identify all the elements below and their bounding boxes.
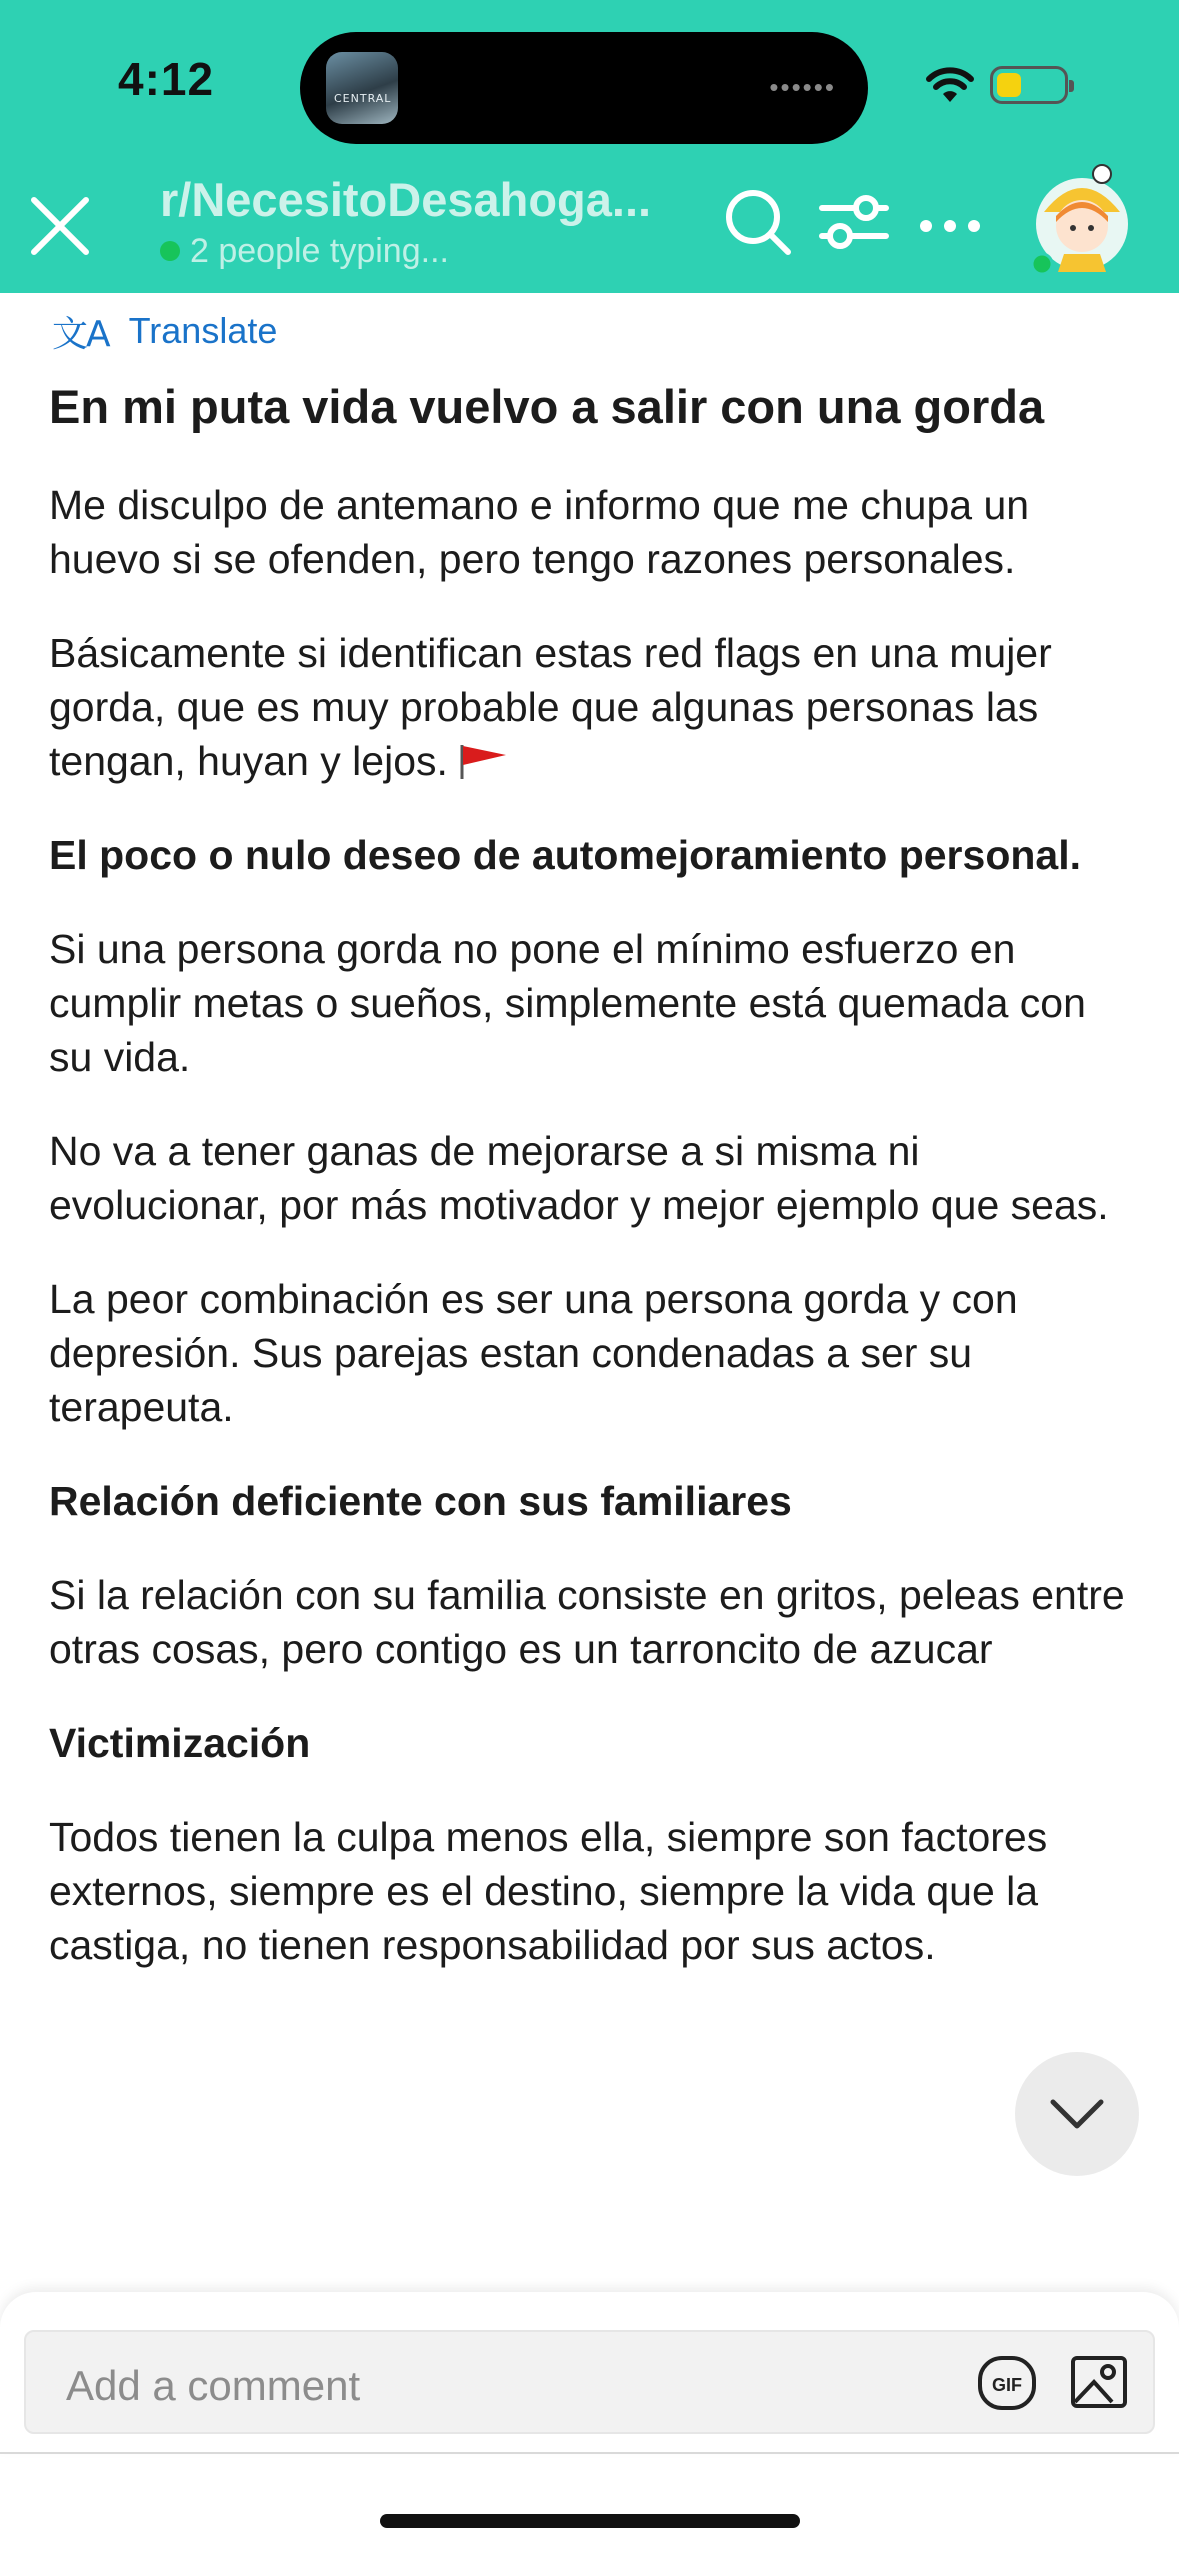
scroll-down-button[interactable] [1015, 2052, 1139, 2176]
typing-status-text: 2 people typing... [190, 232, 449, 270]
post-paragraph: Si una persona gorda no pone el mínimo esfuerzo en cumplir metas o sueños, simplemente está quemada con su vida. [49, 926, 1086, 1080]
comment-bar [0, 2292, 1179, 2452]
translate-label: Translate [128, 310, 278, 351]
post-paragraph: Me disculpo de antemano e informo que me chupa un huevo si se ofenden, pero tengo razones personales. [49, 482, 1030, 582]
battery-icon [990, 66, 1068, 104]
gif-icon[interactable] [976, 2352, 1038, 2414]
island-thumb-text: CENTRAL [334, 92, 392, 105]
post-paragraph-text: Básicamente si identifican estas red flags en una mujer gorda, que es muy probable que algunas personas las tengan, huyan y lejos. [49, 630, 1052, 784]
typing-status [160, 232, 449, 271]
post-paragraph: Todos tienen la culpa menos ella, siempre son factores externos, siempre es el destino, siempre la vida que la castiga, no tienen responsabilidad por sus actos. [49, 1814, 1048, 1968]
translate-button[interactable] [52, 306, 277, 356]
post-paragraph: La peor combinación es ser una persona gorda y con depresión. Sus parejas estan condenadas a ser su terapeuta. [49, 1276, 1018, 1430]
image-upload-icon[interactable] [1068, 2350, 1130, 2412]
audio-waveform-icon: •••••• [769, 72, 836, 102]
post-body [49, 378, 1139, 2012]
translate-icon: 文A [52, 313, 109, 355]
comment-input[interactable] [24, 2330, 1155, 2434]
chevron-down-icon [1047, 2094, 1107, 2134]
online-dot-icon [160, 241, 180, 261]
post-title: En mi puta vida vuelvo a salir con una gorda [49, 380, 1045, 433]
search-icon[interactable] [722, 186, 794, 258]
comment-placeholder: Add a comment [66, 2362, 361, 2409]
user-avatar[interactable] [1030, 160, 1134, 278]
post-paragraph: No va a tener ganas de mejorarse a si misma ni evolucionar, por más motivador y mejor ejemplo que seas. [49, 1128, 1109, 1228]
section-heading: Relación deficiente con sus familiares [49, 1478, 792, 1524]
status-time: 4:12 [118, 53, 215, 105]
close-icon[interactable] [24, 190, 96, 262]
dynamic-island[interactable] [300, 32, 868, 144]
home-indicator[interactable] [380, 2514, 800, 2528]
subreddit-name[interactable]: r/NecesitoDesahoga... [160, 173, 652, 226]
more-icon[interactable] [914, 186, 986, 258]
section-heading: El poco o nulo deseo de automejoramiento personal. [49, 832, 1081, 878]
app-header [0, 0, 1179, 293]
filter-icon[interactable] [818, 186, 890, 258]
now-playing-thumbnail [326, 52, 398, 124]
section-heading: Victimización [49, 1720, 311, 1766]
post-paragraph [49, 626, 1139, 788]
gif-label: GIF [992, 2375, 1022, 2395]
post-paragraph: Si la relación con su familia consiste en gritos, peleas entre otras cosas, pero contigo es un tarroncito de azucar [49, 1572, 1125, 1672]
divider [0, 2452, 1179, 2454]
wifi-icon [925, 66, 975, 106]
red-flag-icon [456, 741, 510, 781]
